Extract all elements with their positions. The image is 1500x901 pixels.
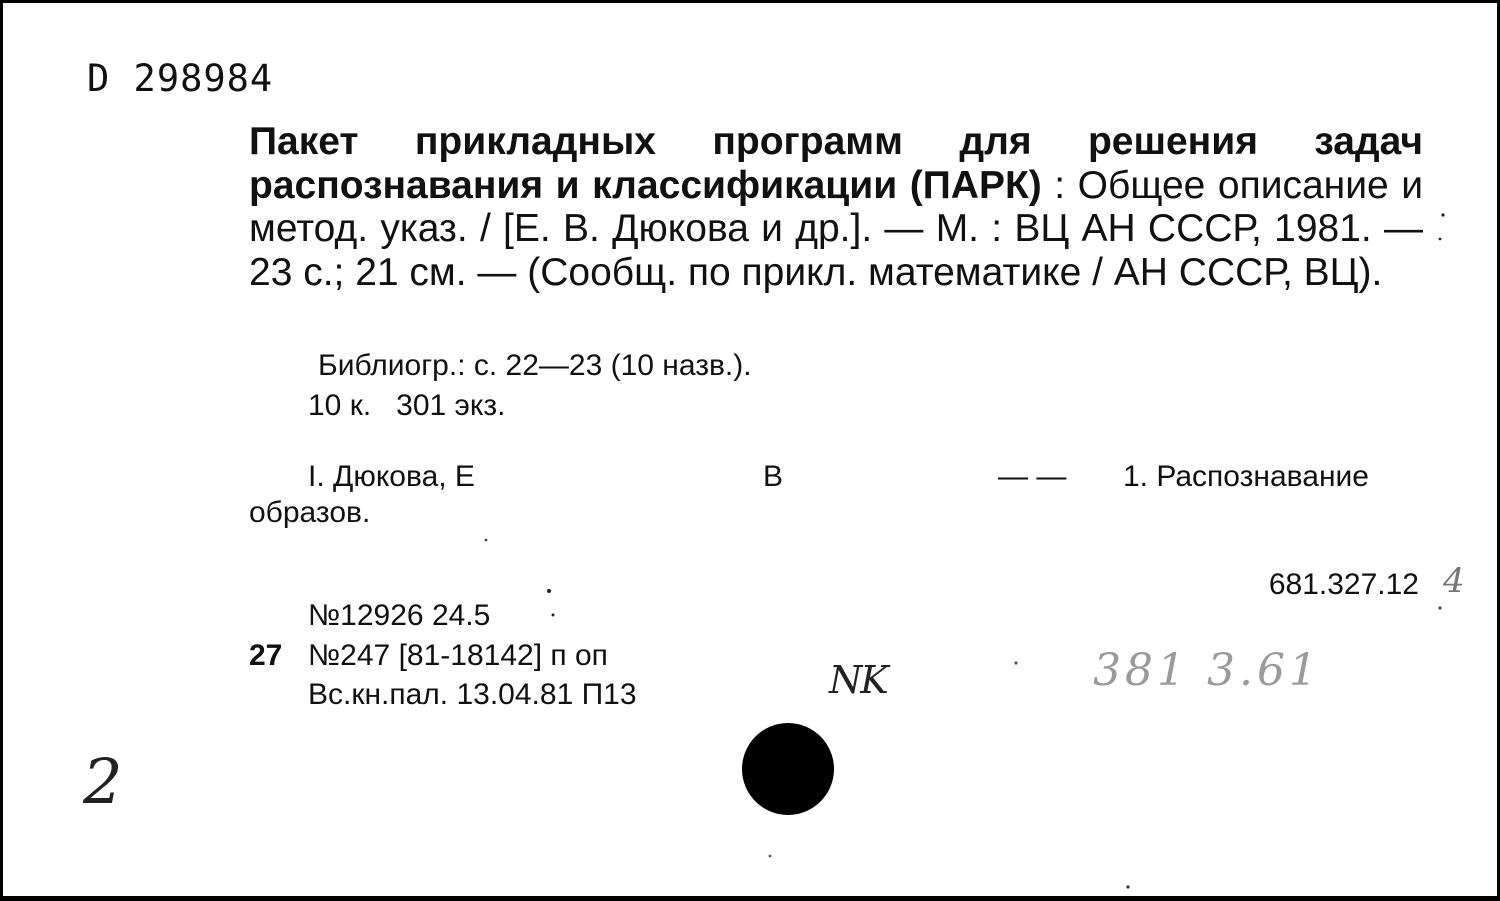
handwritten-initials: NK — [829, 658, 887, 702]
bibliography-note: Библиогр.: с. 22—23 (10 назв.). — [318, 349, 752, 382]
catalog-card — [3, 3, 1497, 896]
handwritten-copy-count: 2 — [83, 745, 123, 818]
registry-order: №247 [81-18142] п оп — [308, 639, 608, 672]
udc-classification: 681.327.12 — [1268, 568, 1419, 601]
entry-description: : Общее описание и метод. указ. / [Е. В. Дюкова и др.]. — М. : ВЦ АН СССР, 1981. — 23 с.; 21 см. — (Сообщ. по прикл. математике / АН СССР, ВЦ). — [249, 163, 1423, 294]
pencil-shelf-code: 381 3.61 — [1093, 645, 1321, 696]
registry-prefix: 27 — [249, 639, 283, 672]
registry-number: №12926 24.5 — [308, 599, 491, 632]
scan-specks — [3, 3, 1497, 896]
tracing-subject-heading: 1. Распознавание — [1123, 460, 1369, 493]
tracing-initial: В — [763, 460, 784, 493]
pencil-margin-mark: 4 — [1443, 561, 1465, 601]
entry-title: Пакет прикладных программ для решения задач распознавания и классификации (ПАРК) — [249, 120, 1423, 207]
card-number: D 298984 — [87, 57, 274, 100]
tracing-dashes: — — — [998, 460, 1067, 493]
tracing-continuation: образов. — [249, 496, 371, 529]
book-chamber-stamp: Вс.кн.пал. 13.04.81 П13 — [308, 678, 637, 711]
tracing-author: I. Дюкова, Е — [308, 460, 475, 493]
price-and-print-run: 10 к. 301 экз. — [308, 389, 506, 422]
